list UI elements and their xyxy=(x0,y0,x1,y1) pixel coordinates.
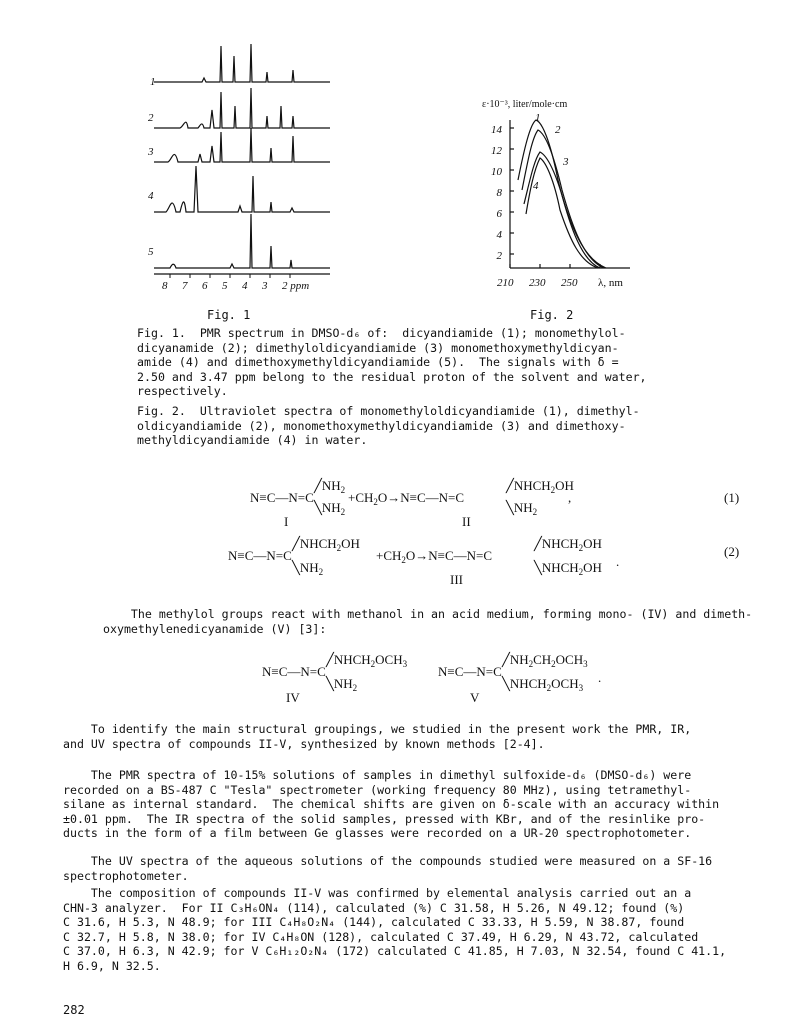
structure-IV: N≡C—N=C $╱NHCH_2OCH_3$ $╲NH_2$ xyxy=(262,652,408,693)
paragraph-4: The UV spectra of the aqueous solutions of the compounds studied were measured on a SF-16 spectrophotometer. xyxy=(63,854,713,883)
fig1-label: Fig. 1 xyxy=(207,308,251,322)
uv-ytick: 12 xyxy=(491,145,502,157)
equation-2: N≡C—N=C $╱NHCH_2OH$ $╲NH_2$ $+CH_2O\to N\equiv C—N=C$ $╱NHCH_2OH$ $╲NHCH_2OH$ . xyxy=(228,536,620,577)
fig1-pmr-spectra xyxy=(140,36,340,296)
fig2-caption: Fig. 2. Ultraviolet spectra of monomethyloldicyandiamide (1), dimethyl- oldicyandiamide (2), monomethoxymethyldicyandiamide (3) and dimethoxy- methyldicyandiamide (4) in water. xyxy=(137,404,640,448)
pmr-label-1: 1 xyxy=(150,76,156,88)
uv-yticks xyxy=(482,120,502,267)
pmr-tick: 3 xyxy=(262,280,268,292)
pmr-tick: 5 xyxy=(222,280,228,292)
pmr-trace-2 xyxy=(154,88,330,128)
uv-curve-label-4: 4 xyxy=(533,180,539,192)
uv-curve-3 xyxy=(524,152,606,268)
pmr-label-4: 4 xyxy=(148,190,154,202)
uv-ytick: 6 xyxy=(496,208,502,220)
uv-ylabel: ε·10⁻³, liter/mole·cm xyxy=(482,99,568,110)
uv-curve-label-2: 2 xyxy=(555,124,561,136)
paragraph-2: To identify the main structural groupings, we studied in the present work the PMR, IR, and UV spectra of compounds II-V, synthesized by known methods [2-4]. xyxy=(63,722,692,751)
uv-curve-label-3: 3 xyxy=(563,156,569,168)
pmr-label-5: 5 xyxy=(148,246,154,258)
page-number: 282 xyxy=(63,1003,85,1017)
paragraph-1: The methylol groups react with methanol in an acid medium, forming mono- (IV) and dimeth- oxymethylenedicyanamide (V) [3]: xyxy=(103,607,753,636)
pmr-tick: 7 xyxy=(182,280,188,292)
uv-curve-1 xyxy=(518,120,600,268)
uv-ytick: 8 xyxy=(496,187,502,199)
uv-ytick: 4 xyxy=(496,229,502,241)
pmr-label-2: 2 xyxy=(148,112,154,124)
equation-1: N≡C—N=C $╱NH_2$ $╲NH_2$ $+CH_2O\to N\equiv C—N=C$ $╱NHCH_2OH$ $╲NH_2$ , xyxy=(250,478,574,517)
uv-ytick: 14 xyxy=(491,124,502,136)
pmr-tick: 6 xyxy=(202,280,208,292)
compound-label-III: III xyxy=(450,572,463,587)
uv-curve-label-1: 1 xyxy=(535,112,541,124)
compound-label-II: II xyxy=(462,514,471,529)
pmr-label-3: 3 xyxy=(148,146,154,158)
compound-label-IV: IV xyxy=(286,690,300,705)
fig2-label: Fig. 2 xyxy=(530,308,574,322)
equation-2-number: (2) xyxy=(724,544,740,559)
pmr-trace-3 xyxy=(154,128,330,162)
uv-curve-4 xyxy=(526,158,598,268)
pmr-tick: 2 ppm xyxy=(282,280,310,292)
pmr-tick: 4 xyxy=(242,280,248,292)
fig1-caption: Fig. 1. PMR spectrum in DMSO-d₆ of: dicyandiamide (1); monomethylol- dicyanamide (2); dimethyloldicyandiamide (3) monomethoxymethyldicyan- amide (4) and dimethoxymethyldicyandiamide (5). The signals with δ = 2.50 and 3.47 ppm belong to the residual proton of the solvent and water, respectively. xyxy=(137,326,647,399)
equation-1-number: (1) xyxy=(724,490,740,505)
uv-xlabel: λ, nm xyxy=(598,277,623,289)
uv-xtick: 230 xyxy=(529,277,546,289)
uv-ytick: 10 xyxy=(491,166,502,178)
paragraph-5: The composition of compounds II-V was confirmed by elemental analysis carried out an a CHN-3 analyzer. For II C₃H₆ON₄ (114), calculated (%) C 31.58, H 5.26, N 49.12; found (%) C 31.6, H 5.3, N 48.9; for III C₄H₈O₂N₄ (144), calculated C 33.33, H 5.59, N 38.87, found C 32.7, H 5.8, N 38.0; for IV C₄H₈ON (128), calculated C 37.49, H 6.29, N 43.72, calculated C 37.0, H 6.3, N 42.9; for V C₆H₁₂O₂N₄ (172) calculated C 41.85, H 7.03, N 32.54, found C 41.1, H 6.9, N 32.5. xyxy=(63,886,727,973)
uv-ytick: 2 xyxy=(496,250,502,262)
pmr-trace-4 xyxy=(154,166,330,212)
pmr-trace-1 xyxy=(154,44,330,82)
compound-label-I: I xyxy=(284,514,289,529)
uv-xtick: 210 xyxy=(497,277,514,289)
structure-V: N≡C—N=C $╱NH_2CH_2OCH_3$ $╲NHCH_2OCH_3$ . xyxy=(438,652,602,693)
pmr-trace-5 xyxy=(154,214,330,268)
pmr-tick: 8 xyxy=(162,280,168,292)
uv-xtick: 250 xyxy=(561,277,578,289)
paragraph-3: The PMR spectra of 10-15% solutions of samples in dimethyl sulfoxide-d₆ (DMSO-d₆) were recorded on a BS-487 C "Tesla" spectrometer (working frequency 80 MHz), using tetramethyl- silane as internal standard. The chemical shifts are given on δ-scale with an accuracy within ±0.01 ppm. The IR spectra of the solid samples, pressed with KBr, and of the resinlike pro- ducts in the form of a film between Ge glasses were recorded on a UR-20 spectrophotometer. xyxy=(63,768,720,841)
compound-label-V: V xyxy=(470,690,480,705)
